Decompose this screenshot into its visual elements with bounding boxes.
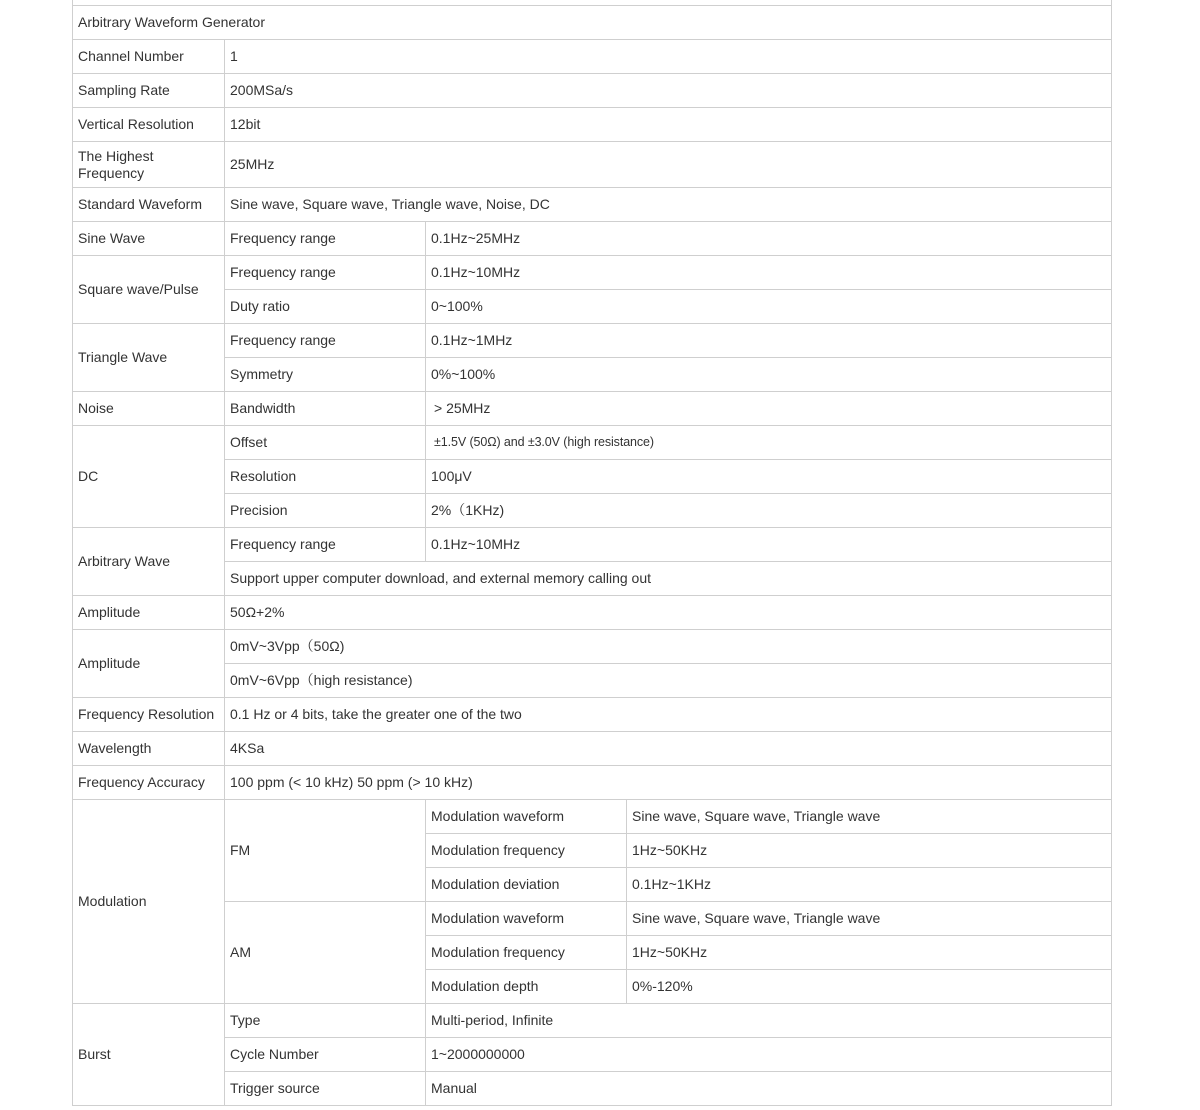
table-row	[73, 528, 1112, 562]
table-row	[73, 222, 1112, 256]
spec-param: Frequency range	[225, 222, 426, 256]
spec-table	[72, 0, 1112, 1106]
spec-value: 2%（1KHz)	[426, 494, 1112, 528]
spec-value: 0.1Hz~25MHz	[426, 222, 1112, 256]
spec-label: Sine Wave	[73, 222, 225, 256]
table-row	[73, 732, 1112, 766]
table-row	[73, 256, 1112, 290]
spec-param: Cycle Number	[225, 1038, 426, 1072]
spec-value: Manual	[426, 1072, 1112, 1106]
spec-param: Trigger source	[225, 1072, 426, 1106]
table-row	[73, 630, 1112, 664]
spec-label: Wavelength	[73, 732, 225, 766]
table-row	[73, 1072, 1112, 1106]
spec-param: Modulation deviation	[426, 868, 627, 902]
spec-param: Bandwidth	[225, 392, 426, 426]
modulation-group: FM	[225, 800, 426, 902]
spec-value: 200MSa/s	[225, 74, 1112, 108]
spec-label: Amplitude	[73, 596, 225, 630]
table-row	[73, 800, 1112, 834]
spec-label: DC	[73, 426, 225, 528]
spec-param: Precision	[225, 494, 426, 528]
table-row	[73, 562, 1112, 596]
spec-value: 0%-120%	[627, 970, 1112, 1004]
spec-param: Offset	[225, 426, 426, 460]
table-row	[73, 40, 1112, 74]
spec-value: 100 ppm (< 10 kHz) 50 ppm (> 10 kHz)	[225, 766, 1112, 800]
spec-param: Resolution	[225, 460, 426, 494]
modulation-group: AM	[225, 902, 426, 1004]
spec-value: 0mV~6Vpp（high resistance)	[225, 664, 1112, 698]
spec-label: Modulation	[73, 800, 225, 1004]
spec-label: Triangle Wave	[73, 324, 225, 392]
spec-value: 50Ω+2%	[225, 596, 1112, 630]
spec-value: 12bit	[225, 108, 1112, 142]
spec-value: Sine wave, Square wave, Triangle wave	[627, 800, 1112, 834]
spec-param: Type	[225, 1004, 426, 1038]
table-row	[73, 766, 1112, 800]
table-row	[73, 74, 1112, 108]
spec-value: 1	[225, 40, 1112, 74]
table-row	[73, 188, 1112, 222]
spec-value: 0mV~3Vpp（50Ω)	[225, 630, 1112, 664]
table-row	[73, 324, 1112, 358]
spec-value: Sine wave, Square wave, Triangle wave, Noise, DC	[225, 188, 1112, 222]
spec-value: ±1.5V (50Ω) and ±3.0V (high resistance)	[426, 426, 1112, 460]
spec-param: Modulation waveform	[426, 800, 627, 834]
spec-param: Frequency range	[225, 324, 426, 358]
table-row	[73, 426, 1112, 460]
spec-value: 1Hz~50KHz	[627, 936, 1112, 970]
spec-param: Modulation frequency	[426, 834, 627, 868]
spec-value: 0.1 Hz or 4 bits, take the greater one of the two	[225, 698, 1112, 732]
spec-label: Channel Number	[73, 40, 225, 74]
spec-value: 1~2000000000	[426, 1038, 1112, 1072]
spec-value: Sine wave, Square wave, Triangle wave	[627, 902, 1112, 936]
spec-value: 0.1Hz~10MHz	[426, 528, 1112, 562]
spec-label: Sampling Rate	[73, 74, 225, 108]
table-row	[73, 142, 1112, 188]
spec-label: Arbitrary Wave	[73, 528, 225, 596]
spec-param: Modulation depth	[426, 970, 627, 1004]
spec-param: Frequency range	[225, 256, 426, 290]
spec-label: Frequency Accuracy	[73, 766, 225, 800]
spec-value: Support upper computer download, and external memory calling out	[225, 562, 1112, 596]
spec-label: Square wave/Pulse	[73, 256, 225, 324]
spec-value: 1Hz~50KHz	[627, 834, 1112, 868]
spec-label: Frequency Resolution	[73, 698, 225, 732]
spec-label: Standard Waveform	[73, 188, 225, 222]
table-row	[73, 1004, 1112, 1038]
spec-value: 0~100%	[426, 290, 1112, 324]
spec-value: 25MHz	[225, 142, 1112, 188]
spec-param: Modulation waveform	[426, 902, 627, 936]
spec-table-container	[72, 0, 1112, 1106]
spec-value: 0.1Hz~10MHz	[426, 256, 1112, 290]
spec-param: Symmetry	[225, 358, 426, 392]
table-row	[73, 460, 1112, 494]
table-row	[73, 902, 1112, 936]
table-row	[73, 392, 1112, 426]
spec-label: The Highest Frequency	[73, 142, 225, 188]
spec-value: 100μV	[426, 460, 1112, 494]
spec-value: 4KSa	[225, 732, 1112, 766]
spec-value: 0.1Hz~1MHz	[426, 324, 1112, 358]
spec-label: Burst	[73, 1004, 225, 1106]
table-row	[73, 358, 1112, 392]
spec-param: Duty ratio	[225, 290, 426, 324]
table-row	[73, 290, 1112, 324]
spec-label: Noise	[73, 392, 225, 426]
spec-value: 0.1Hz~1KHz	[627, 868, 1112, 902]
spec-value: 0%~100%	[426, 358, 1112, 392]
spec-param: Frequency range	[225, 528, 426, 562]
spec-value: Multi-period, Infinite	[426, 1004, 1112, 1038]
spec-value: > 25MHz	[426, 392, 1112, 426]
spec-param: Modulation frequency	[426, 936, 627, 970]
table-row	[73, 698, 1112, 732]
table-row	[73, 494, 1112, 528]
spec-label: Vertical Resolution	[73, 108, 225, 142]
table-row	[73, 596, 1112, 630]
table-row	[73, 108, 1112, 142]
table-row	[73, 664, 1112, 698]
table-title: Arbitrary Waveform Generator	[73, 6, 1112, 40]
table-row	[73, 6, 1112, 40]
spec-label: Amplitude	[73, 630, 225, 698]
table-row	[73, 1038, 1112, 1072]
